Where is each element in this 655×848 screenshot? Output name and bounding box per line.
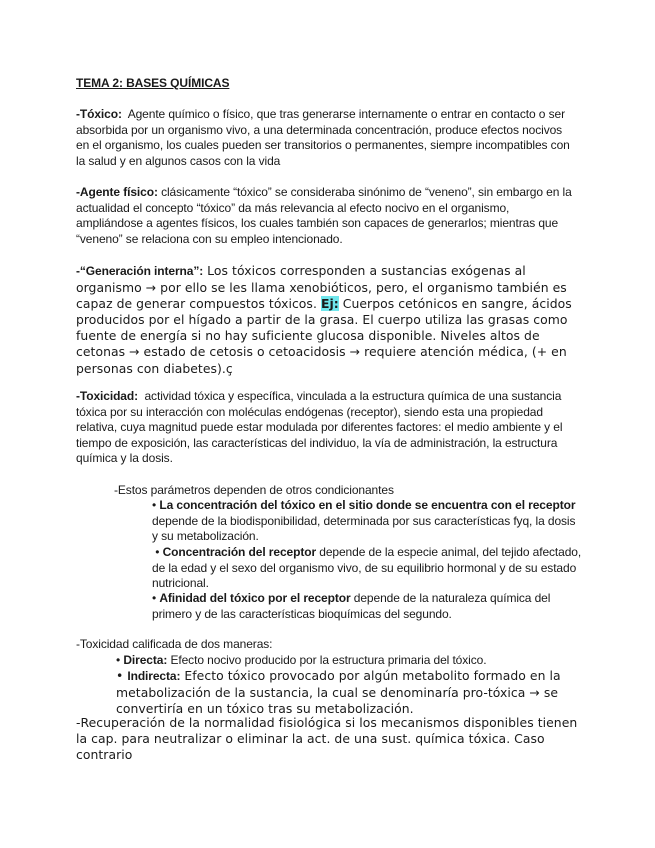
parametro-item-1-text: depende de la biodisponibilidad, determinada por sus características fyq, la dosis y su metabolización. (152, 513, 576, 544)
bullet: • (152, 498, 157, 512)
generacion-text-1: Los tóxicos corresponden a sustancias exógenas al organismo → por ello se les llama xenobióticos, pero, el organismo también es capaz de generar compuestos tóxicos. (76, 263, 567, 311)
toxicidad-term: -Toxicidad: (76, 389, 139, 403)
bullet: • (116, 653, 121, 667)
indirecta-bold: Indirecta: (127, 669, 181, 683)
bullet: • (116, 668, 124, 683)
toxico-definition (76, 107, 578, 169)
parametro-item-3 (152, 591, 584, 622)
indirecta-text: Efecto tóxico provocado por algún metabolito formado en la metabolización de la sustancia, la cual se denominaría pro-tóxica → se convertiría en un tóxico tras su metabolización. (116, 668, 561, 716)
generacion-term: -“Generación interna”: (76, 264, 204, 278)
parametro-item-2 (152, 545, 584, 592)
toxico-term: -Tóxico: (76, 107, 122, 121)
ejemplo-highlight: Ej: (320, 295, 339, 311)
recuperacion-text: -Recuperación de la normalidad fisiológica si los mecanismos disponibles tienen la cap. para neutralizar o eliminar la act. de una sust. química tóxica. Caso contrario (76, 715, 578, 763)
parametro-item-2-text: depende de la especie animal, del tejido afectado, de la edad y el sexo del organismo vivo, de su equilibrio hormonal y de su estado nutricional. (152, 545, 582, 591)
page-title: TEMA 2: BASES QUÍMICAS (76, 76, 230, 90)
generacion-text-2: Cuerpos cetónicos en sangre, ácidos producidos por el hígado a partir de la grasa. El cuerpo utiliza las grasas como fuente de energía si no hay suficiente glucosa disponible. Niveles altos de cetonas → estado de cetosis o cetoacidosis → requiere atención médica, (+ en personas con diabetes).ç (76, 295, 572, 376)
directa-item (116, 653, 586, 669)
parametro-item-3-bold: Afinidad del tóxico por el receptor (159, 591, 351, 605)
toxicidad-definition (76, 389, 578, 467)
parametro-item-1 (152, 498, 584, 545)
agente-fisico-term: -Agente físico: (76, 185, 158, 199)
generacion-interna-definition (76, 263, 586, 377)
bullet: • (152, 591, 157, 605)
parametro-item-3-text: depende de la naturaleza química del primero y de las características bioquímicas del segundo. (152, 591, 551, 621)
bullet: • (155, 545, 160, 559)
agente-fisico-definition (76, 185, 578, 247)
agente-fisico-text: clásicamente “tóxico” se consideraba sinónimo de “veneno”, sin embargo en la actualidad el concepto “tóxico” da más relevancia al efecto nocivo en el organismo, ampliándose a agentes físicos, los cuales también son capaces de generarlos; mientras que “veneno” se relaciona con su empleo intencionado. (76, 185, 572, 246)
parametros-intro: -Estos parámetros dependen de otros condicionantes (114, 483, 394, 497)
parametro-item-1-bold: La concentración del tóxico en el sitio donde se encuentra con el receptor (159, 498, 576, 512)
toxico-text: Agente químico o físico, que tras generarse internamente o entrar en contacto o ser absorbida por un organismo vivo, a una determinada concentración, produce efectos nocivos en el organismo, los cuales pueden ser transitorios o permanentes, siempre incompatibles con la salud y en algunos casos con la vida (76, 107, 570, 168)
directa-bold: Directa: (123, 653, 168, 667)
directa-text: Efecto nocivo producido por la estructura primaria del tóxico. (170, 653, 487, 667)
indirecta-item (116, 668, 586, 717)
parametro-item-2-bold: Concentración del receptor (162, 545, 317, 559)
toxicidad-text: actividad tóxica y específica, vinculada a la estructura química de una sustancia tóxica por su interacción con moléculas endógenas (receptor), siendo esta una propiedad relativa, cuya magnitud puede estar modulada por diferentes factores: el medio ambiente y el tiempo de exposición, las características del individuo, la vía de administración, la estructura química y la dosis. (76, 389, 563, 466)
calificada-intro: -Toxicidad calificada de dos maneras: (76, 637, 273, 651)
